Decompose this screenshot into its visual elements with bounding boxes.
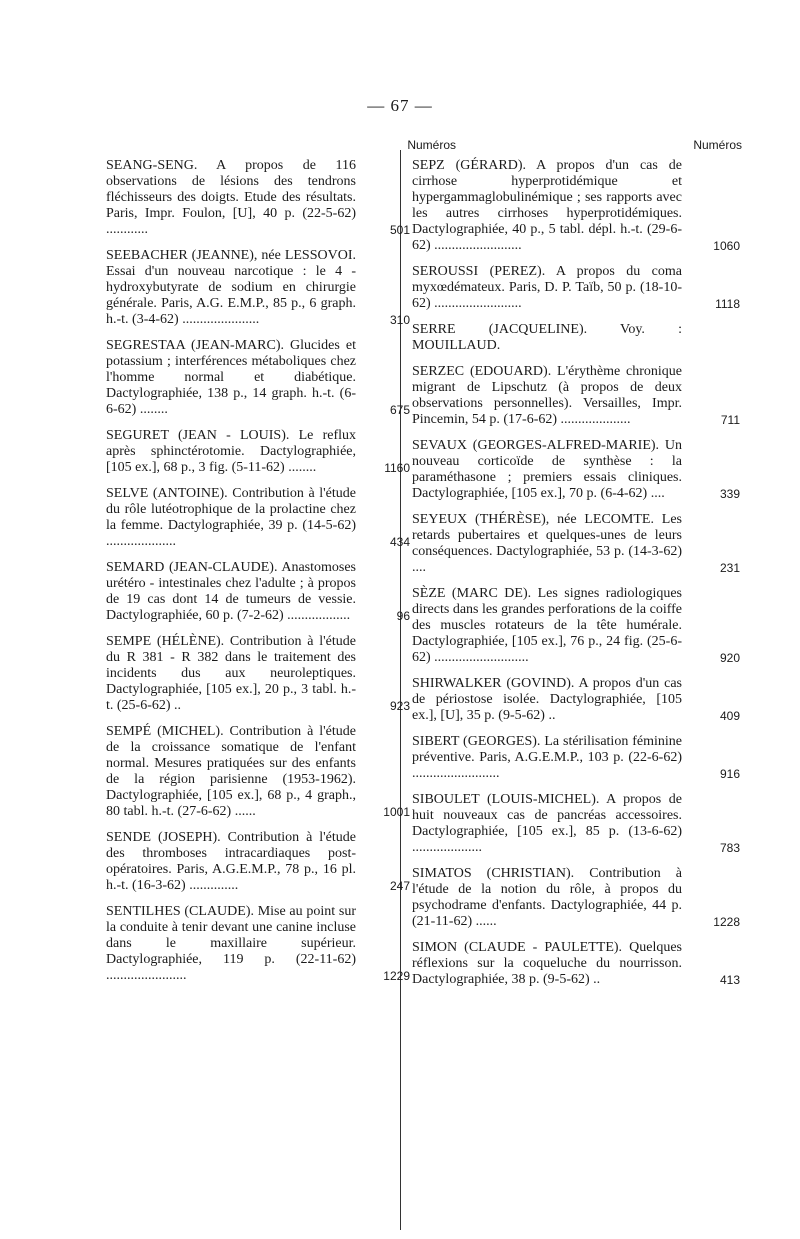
entry-number: 339 xyxy=(719,487,740,501)
list-item xyxy=(106,486,410,550)
entry-text: SENTILHES (CLAUDE). Mise au point sur la conduite à tenir devant une canine incluse dans le maxillaire supérieur. Dactylographiée, 119 p. (22-11-62) ....................... xyxy=(106,904,356,983)
entry-text: SELVE (ANTOINE). Contribution à l'étude du rôle lutéotrophique de la prolactine chez la femme. Dactylographiée, 39 p. (14-5-62) .................... xyxy=(106,486,356,549)
entry-number: 409 xyxy=(719,709,740,723)
entry-text: SEYEUX (THÉRÈSE), née LECOMTE. Les retards pubertaires et quelques-unes de leurs conséquences. Dactylographiée, 53 p. (14-3-62) .... xyxy=(412,512,682,575)
entry-text: SEEBACHER (JEANNE), née LESSOVOI. Essai d'un nouveau narcotique : le 4 - hydroxybutyrate de sodium en chirurgie générale. Paris, A.G. E.M.P., 85 p., 6 graph. h.-t. (3-4-62) ...................... xyxy=(106,248,356,327)
list-item xyxy=(412,676,740,724)
list-item xyxy=(106,428,410,476)
entry-text: SENDE (JOSEPH). Contribution à l'étude des thromboses intracardiaques post-opératoires. Paris, A.G.E.M.P., 78 p., 16 pl. h.-t. (16-3-62) .............. xyxy=(106,830,356,893)
column-header: Numéros xyxy=(693,138,742,152)
entry-number: 231 xyxy=(719,561,740,575)
list-item xyxy=(412,586,740,666)
list-item xyxy=(106,158,410,238)
list-item xyxy=(106,248,410,328)
list-item xyxy=(412,792,740,856)
entry-text: SEMPE (HÉLÈNE). Contribution à l'étude du R 381 - R 382 dans le traitement des incidents dus aux neuroleptiques. Dactylographiée, [105 ex.], 20 p., 3 tabl. h.-t. (25-6-62) .. xyxy=(106,634,356,713)
entry-text: SERRE (JACQUELINE). Voy. : MOUILLAUD. xyxy=(412,322,682,353)
entry-number: 1118 xyxy=(715,297,740,311)
list-item xyxy=(106,634,410,714)
entry-text: SEGRESTAA (JEAN-MARC). Glucides et potassium ; interférences métaboliques chez l'homme normal et diabétique. Dactylographiée, 138 p., 14 graph. h.-t. (6-6-62) ........ xyxy=(106,338,356,417)
right-column xyxy=(412,138,742,998)
list-item xyxy=(106,830,410,894)
entry-list xyxy=(412,158,740,988)
entry-number: 916 xyxy=(719,767,740,781)
entry-text: SIBOULET (LOUIS-MICHEL). A propos de huit nouveaux cas de pancréas accessoires. Dactylographiée, [105 ex.], 85 p. (13-6-62) .................... xyxy=(412,792,682,855)
page-number: — 67 — xyxy=(367,96,433,115)
entry-text: SEANG-SENG. A propos de 116 observations de lésions des tendrons fléchisseurs des doigts. Etude des résultats. Paris, Impr. Foulon, [U], 40 p. (22-5-62) ............ xyxy=(106,158,356,237)
entry-list xyxy=(106,158,410,984)
entry-number: 1228 xyxy=(713,915,740,929)
entry-number: 675 xyxy=(389,403,410,417)
entry-number: 783 xyxy=(719,841,740,855)
list-item xyxy=(412,438,740,502)
entry-text: SIBERT (GEORGES). La stérilisation féminine préventive. Paris, A.G.E.M.P., 103 p. (22-6-62) ......................... xyxy=(412,734,682,781)
entry-number: 1229 xyxy=(383,969,410,983)
entry-number: 501 xyxy=(389,223,410,237)
entry-text: SEPZ (GÉRARD). A propos d'un cas de cirrhose hyperprotidémique et hypergammaglobulinémique ; ses rapports avec les autres cirrhoses hyperprotidémiques. Dactylographiée, 40 p., 5 tabl. dépl. h.-t. (29-6-62) ......................... xyxy=(412,158,682,253)
entry-number: 96 xyxy=(396,609,410,623)
entry-number: 923 xyxy=(389,699,410,713)
entry-number: 1160 xyxy=(384,461,410,475)
entry-number: 920 xyxy=(719,651,740,665)
list-item xyxy=(412,264,740,312)
entry-number: 310 xyxy=(389,313,410,327)
entry-text: SHIRWALKER (GOVIND). A propos d'un cas de périostose isolée. Dactylographiée, [105 ex.], [U], 35 p. (9-5-62) .. xyxy=(412,676,682,723)
entry-number: 247 xyxy=(389,879,410,893)
entry-text: SEGURET (JEAN - LOUIS). Le reflux après sphinctérotomie. Dactylographiée, [105 ex.], 68 p., 3 fig. (5-11-62) ........ xyxy=(106,428,356,475)
list-item xyxy=(412,734,740,782)
entry-text: SERZEC (EDOUARD). L'érythème chronique migrant de Lipschutz (à propos de deux observations personnelles). Versailles, Impr. Pincemin, 54 p. (17-6-62) .................... xyxy=(412,364,682,427)
entry-text: SEMARD (JEAN-CLAUDE). Anastomoses urétéro - intestinales chez l'adulte ; à propos de 19 cas dont 14 de tumeurs de vessie. Dactylographiée, 60 p. (7-2-62) .................. xyxy=(106,560,356,623)
list-item xyxy=(106,560,410,624)
entry-number: 1001 xyxy=(383,805,410,819)
list-item xyxy=(412,866,740,930)
entry-number: 711 xyxy=(720,413,740,427)
entry-text: SEMPÉ (MICHEL). Contribution à l'étude de la croissance somatique de l'enfant normal. Mesures pratiquées sur des enfants de la région parisienne (1953-1962). Dactylographiée, [105 ex.], 68 p., 4 graph., 80 tabl. h.-t. (27-6-62) ...... xyxy=(106,724,356,819)
list-item xyxy=(412,940,740,988)
column-header: Numéros xyxy=(407,138,456,152)
list-item xyxy=(106,338,410,418)
entry-text: SÈZE (MARC DE). Les signes radiologiques directs dans les grandes perforations de la coiffe des muscles rotateurs de la tête humérale. Dactylographiée, [105 ex.], 76 p., 24 fig. (25-6-62) ........................... xyxy=(412,586,682,665)
list-item xyxy=(412,364,740,428)
list-item xyxy=(412,322,712,354)
entry-number: 1060 xyxy=(713,239,740,253)
list-item xyxy=(106,724,410,820)
list-item xyxy=(106,904,410,984)
left-column xyxy=(106,138,456,994)
list-item xyxy=(412,512,740,576)
entry-number: 413 xyxy=(719,973,740,987)
entry-text: SIMATOS (CHRISTIAN). Contribution à l'étude de la notion du rôle, à propos du psychodrame d'enfants. Dactylographiée, 44 p. (21-11-62) ...... xyxy=(412,866,682,929)
entry-number: 434 xyxy=(389,535,410,549)
entry-text: SIMON (CLAUDE - PAULETTE). Quelques réflexions sur la coqueluche du nourrisson. Dactylographiée, 38 p. (9-5-62) .. xyxy=(412,940,682,987)
entry-text: SEVAUX (GEORGES-ALFRED-MARIE). Un nouveau corticoïde de synthèse : la paraméthasone ; premiers essais cliniques. Dactylographiée, [105 ex.], 70 p. (6-4-62) .... xyxy=(412,438,682,501)
entry-text: SEROUSSI (PEREZ). A propos du coma myxœdémateux. Paris, D. P. Taïb, 50 p. (18-10-62) ......................... xyxy=(412,264,682,311)
list-item xyxy=(412,158,740,254)
